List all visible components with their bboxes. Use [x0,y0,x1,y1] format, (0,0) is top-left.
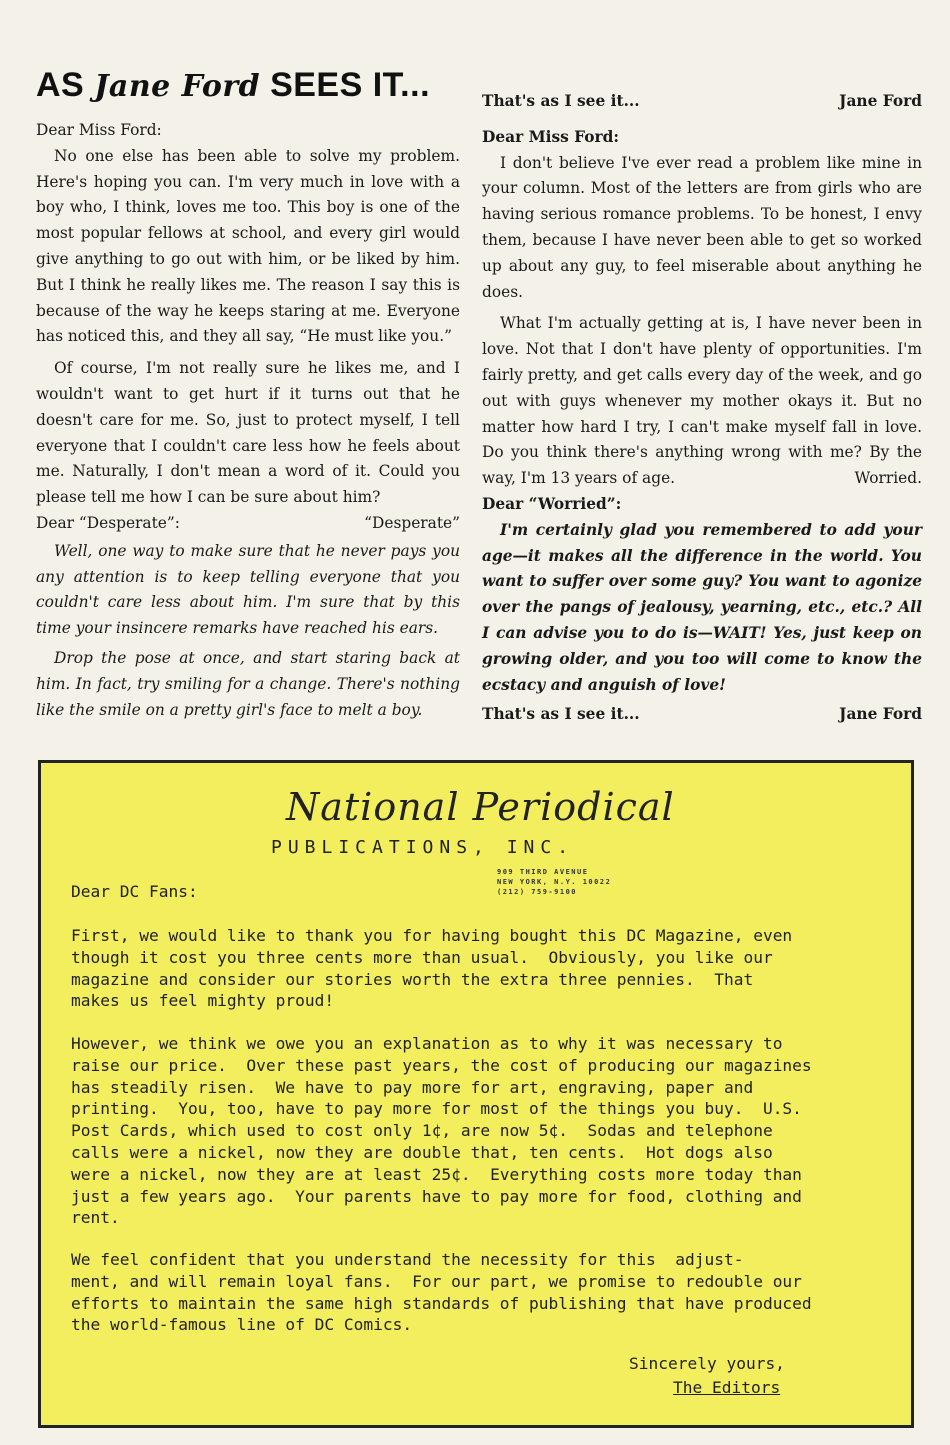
letter2-paragraph: I don't believe I've ever read a problem like mine in your column. Most of the letters are from girls who are having serious romance problems. To be honest, I envy them, because I have never been able to get so worked up about any guy, to feel miserable about anything he does. [482,153,922,301]
reply1-paragraph: Well, one way to make sure that he never pays you any attention is to keep telling everyone that you couldn't care less about him. I'm sure that by this time your insincere remarks have reached his ears. [36,541,460,638]
left-column [36,118,460,723]
title-prefix: AS [36,66,85,104]
letter-closing: Sincerely yours, [629,1354,785,1373]
right-column [482,89,922,728]
address-line: (212) 759-9100 [497,888,578,896]
title-suffix: SEES IT... [270,66,431,104]
reply1-paragraph-2: Drop the pose at once, and start staring back at him. In fact, try smiling for a change. There's nothing like the smile on a pretty girl's face to melt a boy. [36,648,460,719]
reply1-signoff [482,89,922,115]
letter-signoff: The Editors [673,1378,781,1397]
reply2-salutation: Dear “Worried”: [482,494,622,513]
letter-greeting: Dear DC Fans: [71,882,198,901]
company-name-sub: PUBLICATIONS, INC. [271,837,575,858]
letter1-signer: “Desperate” [364,513,460,532]
company-name-script: National Periodical [286,785,675,829]
letter2-salutation: Dear Miss Ford: [482,127,620,146]
letter1-p2: Of course, I'm not really sure he likes me, and I wouldn't want to get hurt if it turns out that he doesn't care for me. So, just to protect myself, I tell everyone that I couldn't care less how he feels about me. Naturally, I don't mean a word of it. Could you please tell me how I can be sure about him? [36,359,460,507]
letter-paragraph-2: However, we think we owe you an explanation as to why it was necessary to raise our price. Over these past years, the cost of producing our magazines has steadily risen. We have to pay more for art, engraving, paper and printing. You, too, have to pay more for most of the things you buy. U.S. Post Cards, which used to cost only 1¢, are now 5¢. Sodas and telephone calls were a nickel, now they are double that, ten cents. Hot dogs also were a nickel, now they are at least 25¢. Everything costs more today than just a few years ago. Your parents have to pay more for food, clothing and rent. [71,1034,812,1228]
letter2-p2: What I'm actually getting at is, I have never been in love. Not that I don't have plenty of opportunities. I'm fairly pretty, and get calls every day of the week, and go out with guys whenever my mother okays it. But no matter how hard I try, I can't make myself fall in love. Do you think there's anything wrong with me? By the way, I'm 13 years of age. [482,314,922,488]
reply2-signature: Jane Ford [839,705,922,724]
letter1-salutation: Dear Miss Ford: [36,121,162,139]
address-line: 909 THIRD AVENUE [497,868,589,876]
column-title [36,66,430,105]
letter2-signer: Worried. [854,469,922,488]
reply1-signature: Jane Ford [839,92,922,110]
title-name: Jane Ford [94,69,261,104]
address-line: NEW YORK, N.Y. 10022 [497,878,612,886]
reply2-signoff [482,702,922,728]
reply1-closing: That's as I see it... [482,92,640,110]
reply2-paragraph: I'm certainly glad you remembered to add your age—it makes all the difference in the world. You want to suffer over some guy? You want to agonize over the pangs of jealousy, yearning, etc., etc.? All I can advise you to do is—WAIT! Yes, just keep on growing older, and you too will come to know the ecstacy and anguish of love! [482,520,922,694]
publisher-letter [38,760,914,1428]
reply1-salutation: Dear “Desperate”: [36,513,180,532]
letter-paragraph-3: We feel confident that you understand the necessity for this adjust- ment, and will remain loyal fans. For our part, we promise to redouble our efforts to maintain the same high standards of publishing that have produced the world-famous line of DC Comics. [71,1250,812,1335]
reply2-closing: That's as I see it... [482,705,640,724]
letter1-paragraph: No one else has been able to solve my problem. Here's hoping you can. I'm very much in love with a boy who, I think, loves me too. This boy is one of the most popular fellows at school, and every girl would give anything to go out with him, or be liked by him. But I think he really likes me. The reason I say this is because of the way he keeps staring at me. Everyone has noticed this, and they all say, “He must like you.” [36,146,460,346]
letter-paragraph-1: First, we would like to thank you for having bought this DC Magazine, even though it cost you three cents more than usual. Obviously, you like our magazine and consider our stories worth the extra three pennies. That makes us feel mighty proud! [71,926,793,1011]
letter2-paragraph-2 [482,311,922,492]
